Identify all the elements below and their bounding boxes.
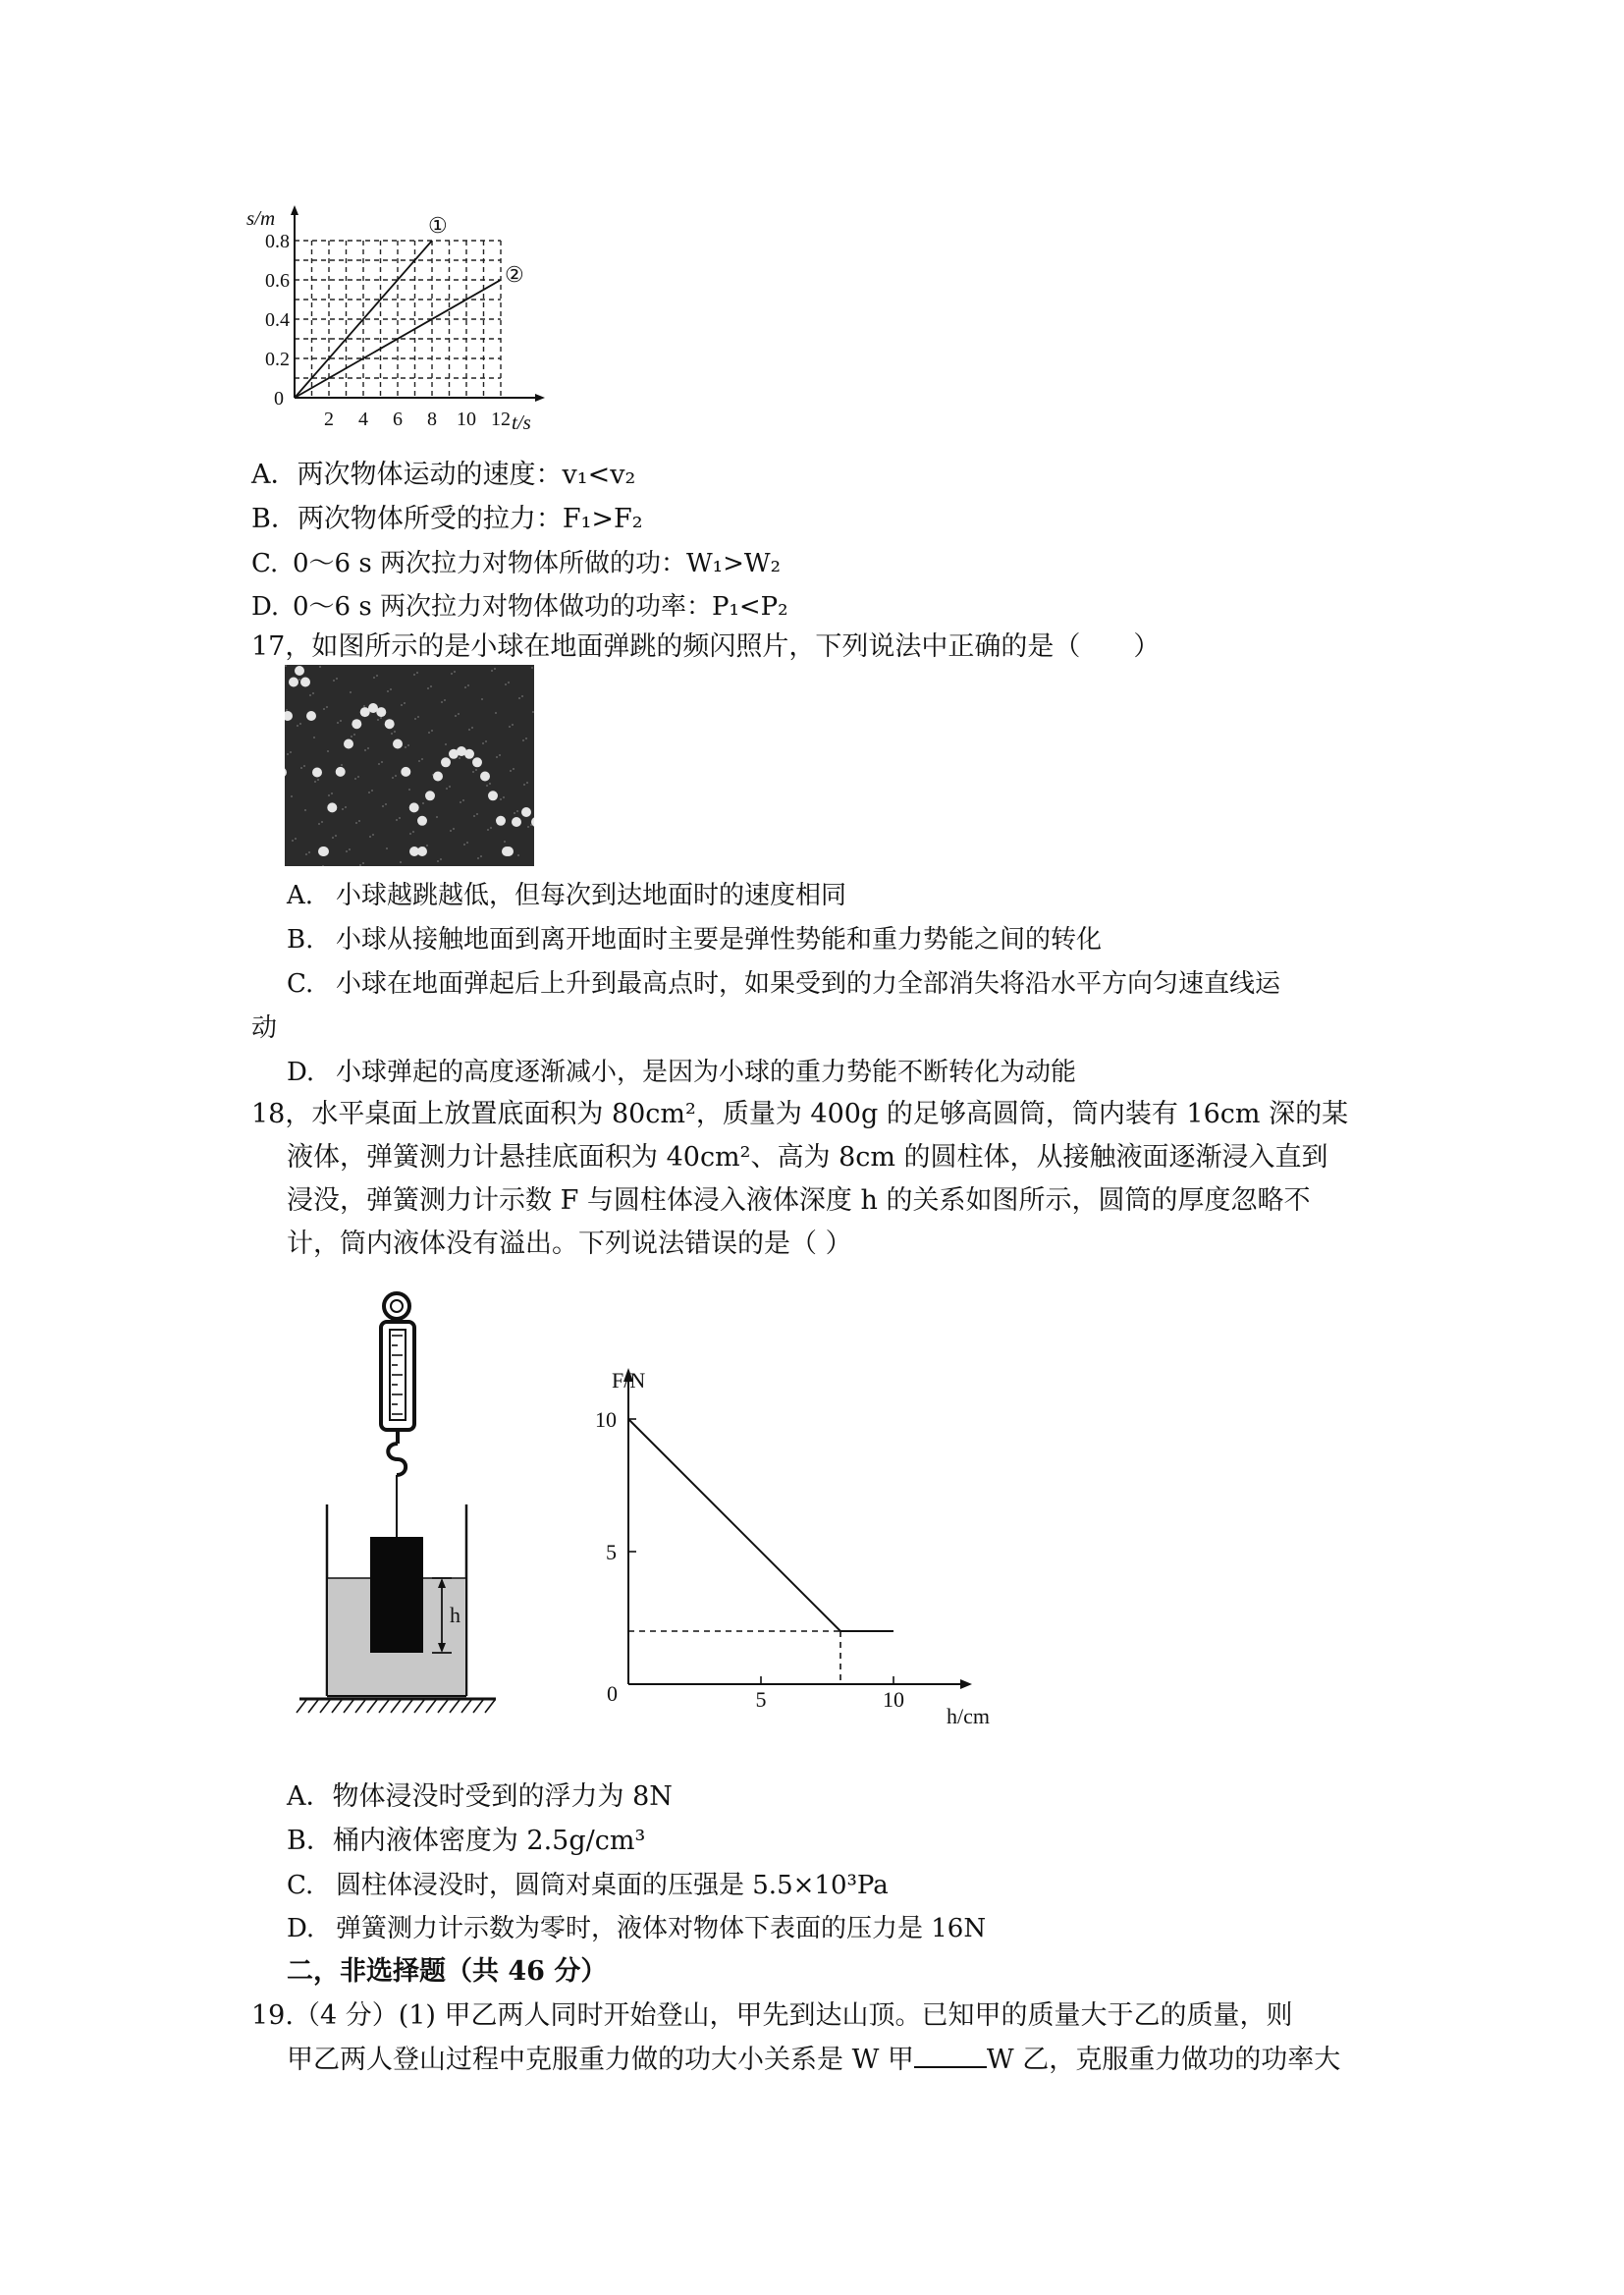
photo-noise [500,798,502,800]
photo-noise [286,709,288,711]
fh-y-tick-label: 5 [606,1540,617,1564]
ground-hatch-line [344,1700,353,1713]
photo-noise [532,711,534,713]
photo-noise [485,740,487,742]
photo-noise [367,747,369,749]
photo-noise [394,731,396,733]
photo-noise [401,704,403,706]
ground-hatch-line [461,1700,471,1713]
photo-noise [408,789,410,791]
photo-noise [476,813,478,815]
photo-noise [297,725,298,727]
photo-ball [376,707,386,717]
photo-ball [319,847,329,856]
photo-noise [504,841,506,843]
photo-noise [319,666,321,668]
photo-noise [463,844,465,846]
photo-noise [362,862,364,864]
photo-ball [480,772,490,782]
st-x-tick-label: 2 [324,409,334,430]
photo-noise [526,782,528,784]
ground-hatch-line [379,1700,389,1713]
photo-noise [342,808,344,810]
photo-noise [449,786,451,788]
st-series-label-2: ② [505,262,524,287]
photo-noise [513,768,514,770]
photo-noise [382,805,384,807]
photo-noise [332,837,334,839]
fh-y-tick-label: 10 [595,1407,617,1432]
photo-noise [305,853,307,855]
photo-noise [333,680,335,682]
photo-noise [481,698,483,700]
photo-noise [341,764,343,766]
q19-line-1: 19.（4 分）(1) 甲乙两人同时开始登山，甲先到达山顶。已知甲的质量大于乙的质量，则 [251,2000,1293,2031]
photo-noise [522,739,524,741]
st-x-tick-label: 8 [427,409,437,430]
q18-line-2: 液体，弹簧测力计悬挂底面积为 40cm²、高为 8cm 的圆柱体，从接触液面逐渐浸入直到 [287,1142,1328,1173]
photo-noise [455,715,457,717]
ground-hatch-line [367,1700,377,1713]
photo-ball [327,802,337,812]
photo-noise [337,722,339,724]
photo-noise [416,672,418,674]
photo-noise [451,673,453,675]
q18-line-3: 浸没，弹簧测力计示数 F 与圆柱体浸入液体深度 h 的关系如图所示，圆筒的厚度忽略不 [287,1185,1311,1216]
photo-noise [303,765,305,767]
photo-noise [466,842,468,844]
ground-hatch-line [355,1700,365,1713]
photo-ball [393,739,403,749]
photo-ball [336,767,346,777]
q16-option-b: B．两次物体所受的拉力：F₁>F₂ [251,504,643,534]
photo-noise [527,826,529,828]
ground-hatch-line [414,1700,424,1713]
st-y-tick-label: 0.2 [265,349,290,370]
fh-x-tick-label: 10 [883,1687,904,1712]
photo-noise [509,726,511,728]
photo-noise [295,838,297,840]
photo-noise [371,790,373,792]
photo-noise [417,716,419,718]
photo-noise [335,835,337,837]
ground-hatch-line [320,1700,330,1713]
photo-noise [326,706,328,708]
q18-option-c: C. 圆柱体浸没时，圆筒对桌面的压强是 5.5×10³Pa [287,1871,889,1900]
photo-noise [473,815,475,817]
photo-ball [295,666,304,676]
photo-noise [407,744,409,746]
q16-option-c: C. 0～6 s 两次拉力对物体所做的功：W₁>W₂ [251,549,782,578]
q18-option-a: A．物体浸没时受到的浮力为 8N [287,1781,673,1812]
st-origin: 0 [274,388,284,410]
photo-noise [377,719,379,721]
st-ylabel: s/m [246,206,276,230]
q18-line-4: 计，筒内液体没有溢出。下列说法错误的是（ ） [287,1229,852,1259]
photo-noise [323,708,325,710]
photo-noise [430,685,432,687]
q16-option-a: A．两次物体运动的速度：v₁<v₂ [251,460,636,490]
photo-noise [353,734,355,736]
ground-hatch-line [297,1700,306,1713]
photo-noise [517,854,519,856]
q18-option-b: B．桶内液体密度为 2.5g/cm³ [287,1826,646,1856]
photo-noise [512,724,514,726]
photo-noise [413,674,415,676]
st-y-tick-label: 0.4 [265,309,290,331]
photo-noise [340,720,342,722]
photo-ball [472,757,482,767]
photo-noise [489,783,491,785]
st-graph [241,201,555,442]
photo-ball [289,678,298,687]
photo-noise [304,809,306,811]
photo-ball [502,847,512,856]
photo-noise [521,695,523,697]
photo-noise [336,678,338,680]
fh-x-arrow [960,1679,972,1689]
photo-noise [392,777,394,779]
section-2-title: 二，非选择题（共 46 分） [287,1956,608,1987]
photo-noise [441,701,443,703]
photo-noise [472,771,474,773]
photo-noise [518,697,520,699]
photo-noise [453,828,455,830]
q17-option-a: A. 小球越跳越低，但每次到达地面时的速度相同 [287,881,847,910]
q18-option-d: D. 弹簧测力计示数为零时，液体对物体下表面的压力是 16N [287,1914,987,1943]
photo-noise [314,781,316,783]
photo-noise [491,670,493,672]
photo-noise [487,829,489,831]
q17-option-d: D. 小球弹起的高度逐渐减小，是因为小球的重力势能不断转化为动能 [287,1058,1077,1087]
q19-line-2: 甲乙两人登山过程中克服重力做的功大小关系是 W 甲 W 乙，克服重力做功的功率大 [287,2045,1341,2075]
ground-hatch-line [438,1700,448,1713]
photo-noise [477,857,479,859]
spring-scale-apparatus [295,1286,511,1728]
photo-noise [531,667,533,669]
photo-noise [372,834,374,836]
ground-hatch-line [308,1700,318,1713]
photo-noise [299,723,301,725]
photo-noise [358,820,360,822]
photo-ball [425,791,435,800]
photo-noise [440,858,442,860]
photo-ball [417,816,427,826]
photo-noise [468,729,470,731]
photo-noise [426,845,428,847]
st-y-arrow [291,205,298,215]
photo-noise [482,742,484,744]
ground-hatch-line [473,1700,483,1713]
scale-hook [388,1444,406,1475]
photo-noise [373,677,375,679]
photo-noise [427,687,429,689]
photo-ball [409,802,419,812]
fh-origin: 0 [607,1681,618,1706]
photo-noise [523,784,525,786]
photo-noise [317,779,319,781]
ground-hatch-line [391,1700,401,1713]
photo-noise [345,806,347,808]
photo-noise [471,727,473,729]
photo-noise [490,827,492,829]
st-x-tick-label: 12 [491,409,511,430]
photo-noise [395,775,397,777]
photo-noise [450,830,452,832]
q17-stem: 17，如图所示的是小球在地面弹跳的频闪照片，下列说法中正确的是（ ） [251,631,1161,662]
photo-noise [313,737,315,738]
photo-noise [380,717,382,719]
photo-noise [412,831,414,833]
photo-noise [464,686,466,688]
photo-noise [327,750,329,752]
photo-noise [351,736,352,738]
q17-option-c: C. 小球在地面弹起后上升到最高点时，如果受到的力全部消失将沿水平方向匀速直线运 [287,969,1281,999]
photo-noise [354,778,356,780]
cylinder [370,1537,423,1653]
photo-noise [331,792,333,794]
photo-noise [376,675,378,677]
photo-noise [368,792,370,793]
photo-noise [355,822,357,824]
photo-ball [344,739,353,749]
photo-ball [352,719,361,729]
photo-noise [405,746,406,748]
photo-noise [400,861,402,863]
photo-ball [496,816,506,826]
photo-noise [369,836,371,838]
photo-noise [505,683,507,685]
photo-noise [396,819,398,821]
st-gridlines [295,241,501,398]
photo-noise [499,754,501,756]
photo-noise [516,810,518,812]
photo-noise [503,796,505,798]
st-xlabel: t/s [512,410,531,434]
photo-ball [285,768,287,778]
q17-option-c-cont: 动 [251,1013,278,1043]
photo-noise [458,713,460,715]
st-x-tick-label: 6 [393,409,403,430]
photo-noise [300,767,302,769]
photo-noise [437,860,439,862]
photo-noise [378,763,380,765]
q16-option-d: D. 0～6 s 两次拉力对物体做功的功率：P₁<P₂ [251,592,788,622]
photo-noise [510,770,512,772]
photo-noise [428,732,430,734]
photo-noise [454,671,456,673]
photo-noise [364,749,366,751]
photo-noise [475,769,477,771]
photo-noise [290,751,292,753]
photo-ball [285,711,293,721]
photo-noise [422,802,424,804]
photo-noise [446,788,448,790]
photo-noise [328,794,330,796]
photo-noise [409,833,411,835]
photo-noise [421,758,423,760]
photo-noise [525,738,527,739]
photo-ball [409,847,419,856]
photo-noise [418,760,420,762]
fh-series-line [628,1419,893,1631]
photo-noise [508,682,510,683]
photo-ball [512,817,521,827]
scale-ring [384,1293,409,1319]
photo-noise [385,803,387,805]
photo-ball [312,768,322,778]
photo-noise [381,761,383,763]
st-series-label-1: ① [428,213,448,238]
photo-noise [350,691,352,693]
q18-line-1: 18，水平桌面上放置底面积为 80cm²，质量为 400g 的足够高圆筒，筒内装有 16cm 深的某 [251,1099,1349,1129]
ground-hatch-line [426,1700,436,1713]
photo-noise [309,694,311,696]
ground-hatch-line [485,1700,495,1713]
photo-noise [349,848,351,850]
photo-noise [480,855,482,857]
st-x-tick-label: 4 [358,409,368,430]
photo-noise [390,688,392,690]
photo-noise [462,799,464,801]
st-x-tick-label: 10 [457,409,476,430]
photo-noise [436,816,438,818]
q19-answer-blank[interactable] [914,2045,987,2068]
photo-noise [357,776,359,778]
photo-noise [460,801,461,803]
st-y-tick-label: 0.8 [265,231,290,252]
photo-noise [496,756,498,758]
photo-noise [495,712,497,714]
st-x-arrow [535,394,545,402]
photo-noise [431,730,433,732]
photo-noise [414,718,416,720]
photo-noise [459,757,460,759]
photo-ball [441,757,451,767]
photo-ball [488,791,498,800]
photo-noise [321,821,323,823]
photo-noise [391,733,393,735]
photo-noise [494,668,496,670]
photo-noise [308,851,310,853]
photo-noise [514,812,515,814]
photo-noise [486,785,488,787]
h-label: h [450,1603,460,1627]
photo-noise [387,690,389,692]
photo-noise [298,679,300,681]
photo-noise [322,865,324,866]
ground-hatch-line [403,1700,412,1713]
photo-noise [287,753,289,755]
photo-noise [444,699,446,701]
photo-noise [312,692,314,694]
photo-noise [404,702,406,704]
photo-ball [300,678,310,687]
photo-ball [464,749,474,759]
photo-noise [399,817,401,819]
photo-noise [467,684,469,686]
q17-option-b: B. 小球从接触地面到离开地面时主要是弹性势能和重力势能之间的转化 [287,925,1103,955]
fh-xlabel: h/cm [947,1704,990,1728]
fh-x-tick-label: 5 [755,1687,767,1712]
photo-noise [346,850,348,852]
photo-noise [363,705,365,707]
photo-noise [386,847,388,849]
fh-ylabel: F/N [612,1368,646,1393]
photo-noise [359,864,361,866]
ground-hatch-line [332,1700,342,1713]
photo-ball [401,767,410,777]
photo-ball [521,807,531,817]
photo-noise [318,823,320,825]
ground-hatch-line [450,1700,460,1713]
st-y-tick-label: 0.6 [265,270,290,292]
photo-noise [291,795,293,797]
photo-ball [385,719,395,729]
fh-graph [579,1360,1021,1738]
photo-ball [306,711,316,721]
photo-ball [433,772,443,782]
bouncing-ball-photo [285,665,534,866]
photo-noise [285,665,287,667]
photo-noise [445,743,447,745]
photo-noise [292,840,294,842]
